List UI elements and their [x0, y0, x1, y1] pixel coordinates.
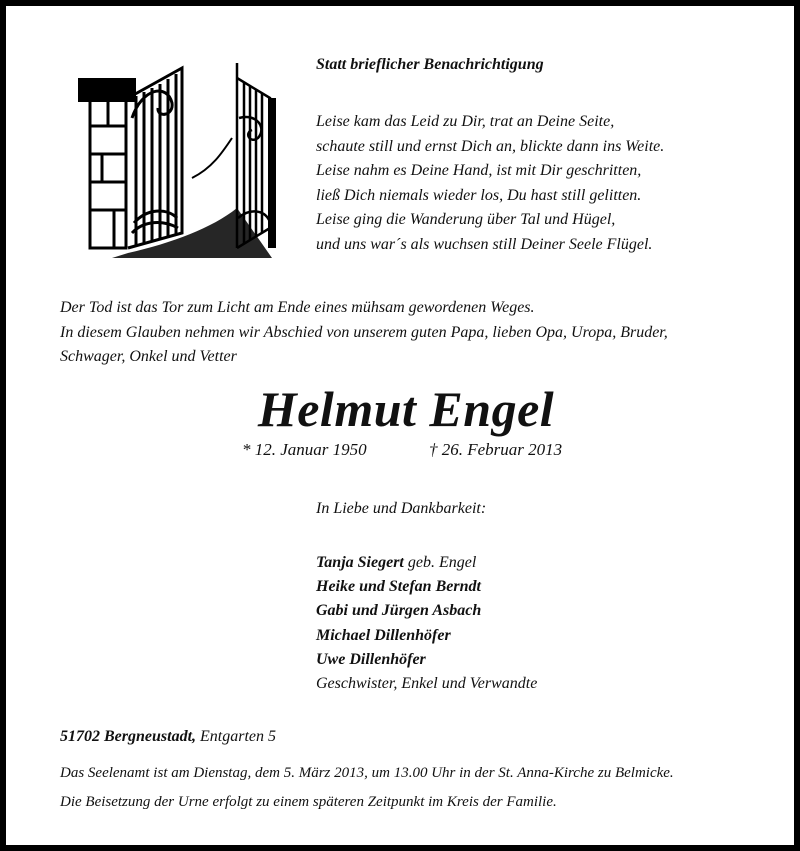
- mourner-entry: Heike und Stefan Berndt: [316, 578, 481, 596]
- notice-heading: Statt brieflicher Benachrichtigung: [316, 56, 544, 73]
- birth-date: * 12. Januar 1950: [242, 440, 367, 459]
- mourner-entry: [316, 551, 537, 575]
- poem: [316, 110, 664, 257]
- address-city: 51702 Bergneustadt,: [60, 728, 197, 745]
- service-note: Das Seelenamt ist am Dienstag, dem 5. März 2013, um 13.00 Uhr in der St. Anna-Kirche zu Belmicke.: [60, 765, 674, 781]
- mourner-entry: Uwe Dillenhöfer: [316, 650, 426, 668]
- dedication: In Liebe und Dankbarkeit:: [316, 500, 487, 517]
- intro-text: [60, 296, 668, 370]
- mourner-maiden-name: geb. Engel: [403, 554, 477, 571]
- poem-line: Leise kam das Leid zu Dir, trat an Deine Seite,: [316, 113, 615, 130]
- intro-line: Der Tod ist das Tor zum Licht am Ende eines mühsam gewordenen Weges.: [60, 299, 535, 316]
- poem-line: und uns war´s als wuchsen still Deiner Seele Flügel.: [316, 235, 653, 253]
- death-date: † 26. Februar 2013: [429, 440, 563, 459]
- poem-line: Leise nahm es Deine Hand, ist mit Dir geschritten,: [316, 162, 642, 179]
- mourner-entry: Michael Dillenhöfer: [316, 626, 451, 644]
- relatives-line: Geschwister, Enkel und Verwandte: [316, 675, 538, 693]
- service-note: Die Beisetzung der Urne erfolgt zu einem späteren Zeitpunkt im Kreis der Familie.: [60, 794, 557, 810]
- intro-line: Schwager, Onkel und Vetter: [60, 348, 237, 365]
- deceased-name: Helmut Engel: [257, 381, 555, 437]
- open-gate-icon: [72, 58, 282, 263]
- poem-line: Leise ging die Wanderung über Tal und Hügel,: [316, 211, 616, 228]
- mourners-list: [316, 551, 537, 696]
- address-street: Entgarten 5: [196, 728, 277, 745]
- mourner-name: Tanja Siegert: [316, 554, 404, 571]
- poem-line: ließ Dich niemals wieder los, Du hast still gelitten.: [316, 186, 642, 204]
- service-notes: [60, 759, 674, 817]
- intro-line: In diesem Glauben nehmen wir Abschied von unserem guten Papa, lieben Opa, Uropa, Bruder,: [60, 323, 668, 341]
- address: [60, 728, 276, 746]
- mourner-entry: Gabi und Jürgen Asbach: [316, 602, 482, 620]
- poem-line: schaute still und ernst Dich an, blickte dann ins Weite.: [316, 137, 665, 155]
